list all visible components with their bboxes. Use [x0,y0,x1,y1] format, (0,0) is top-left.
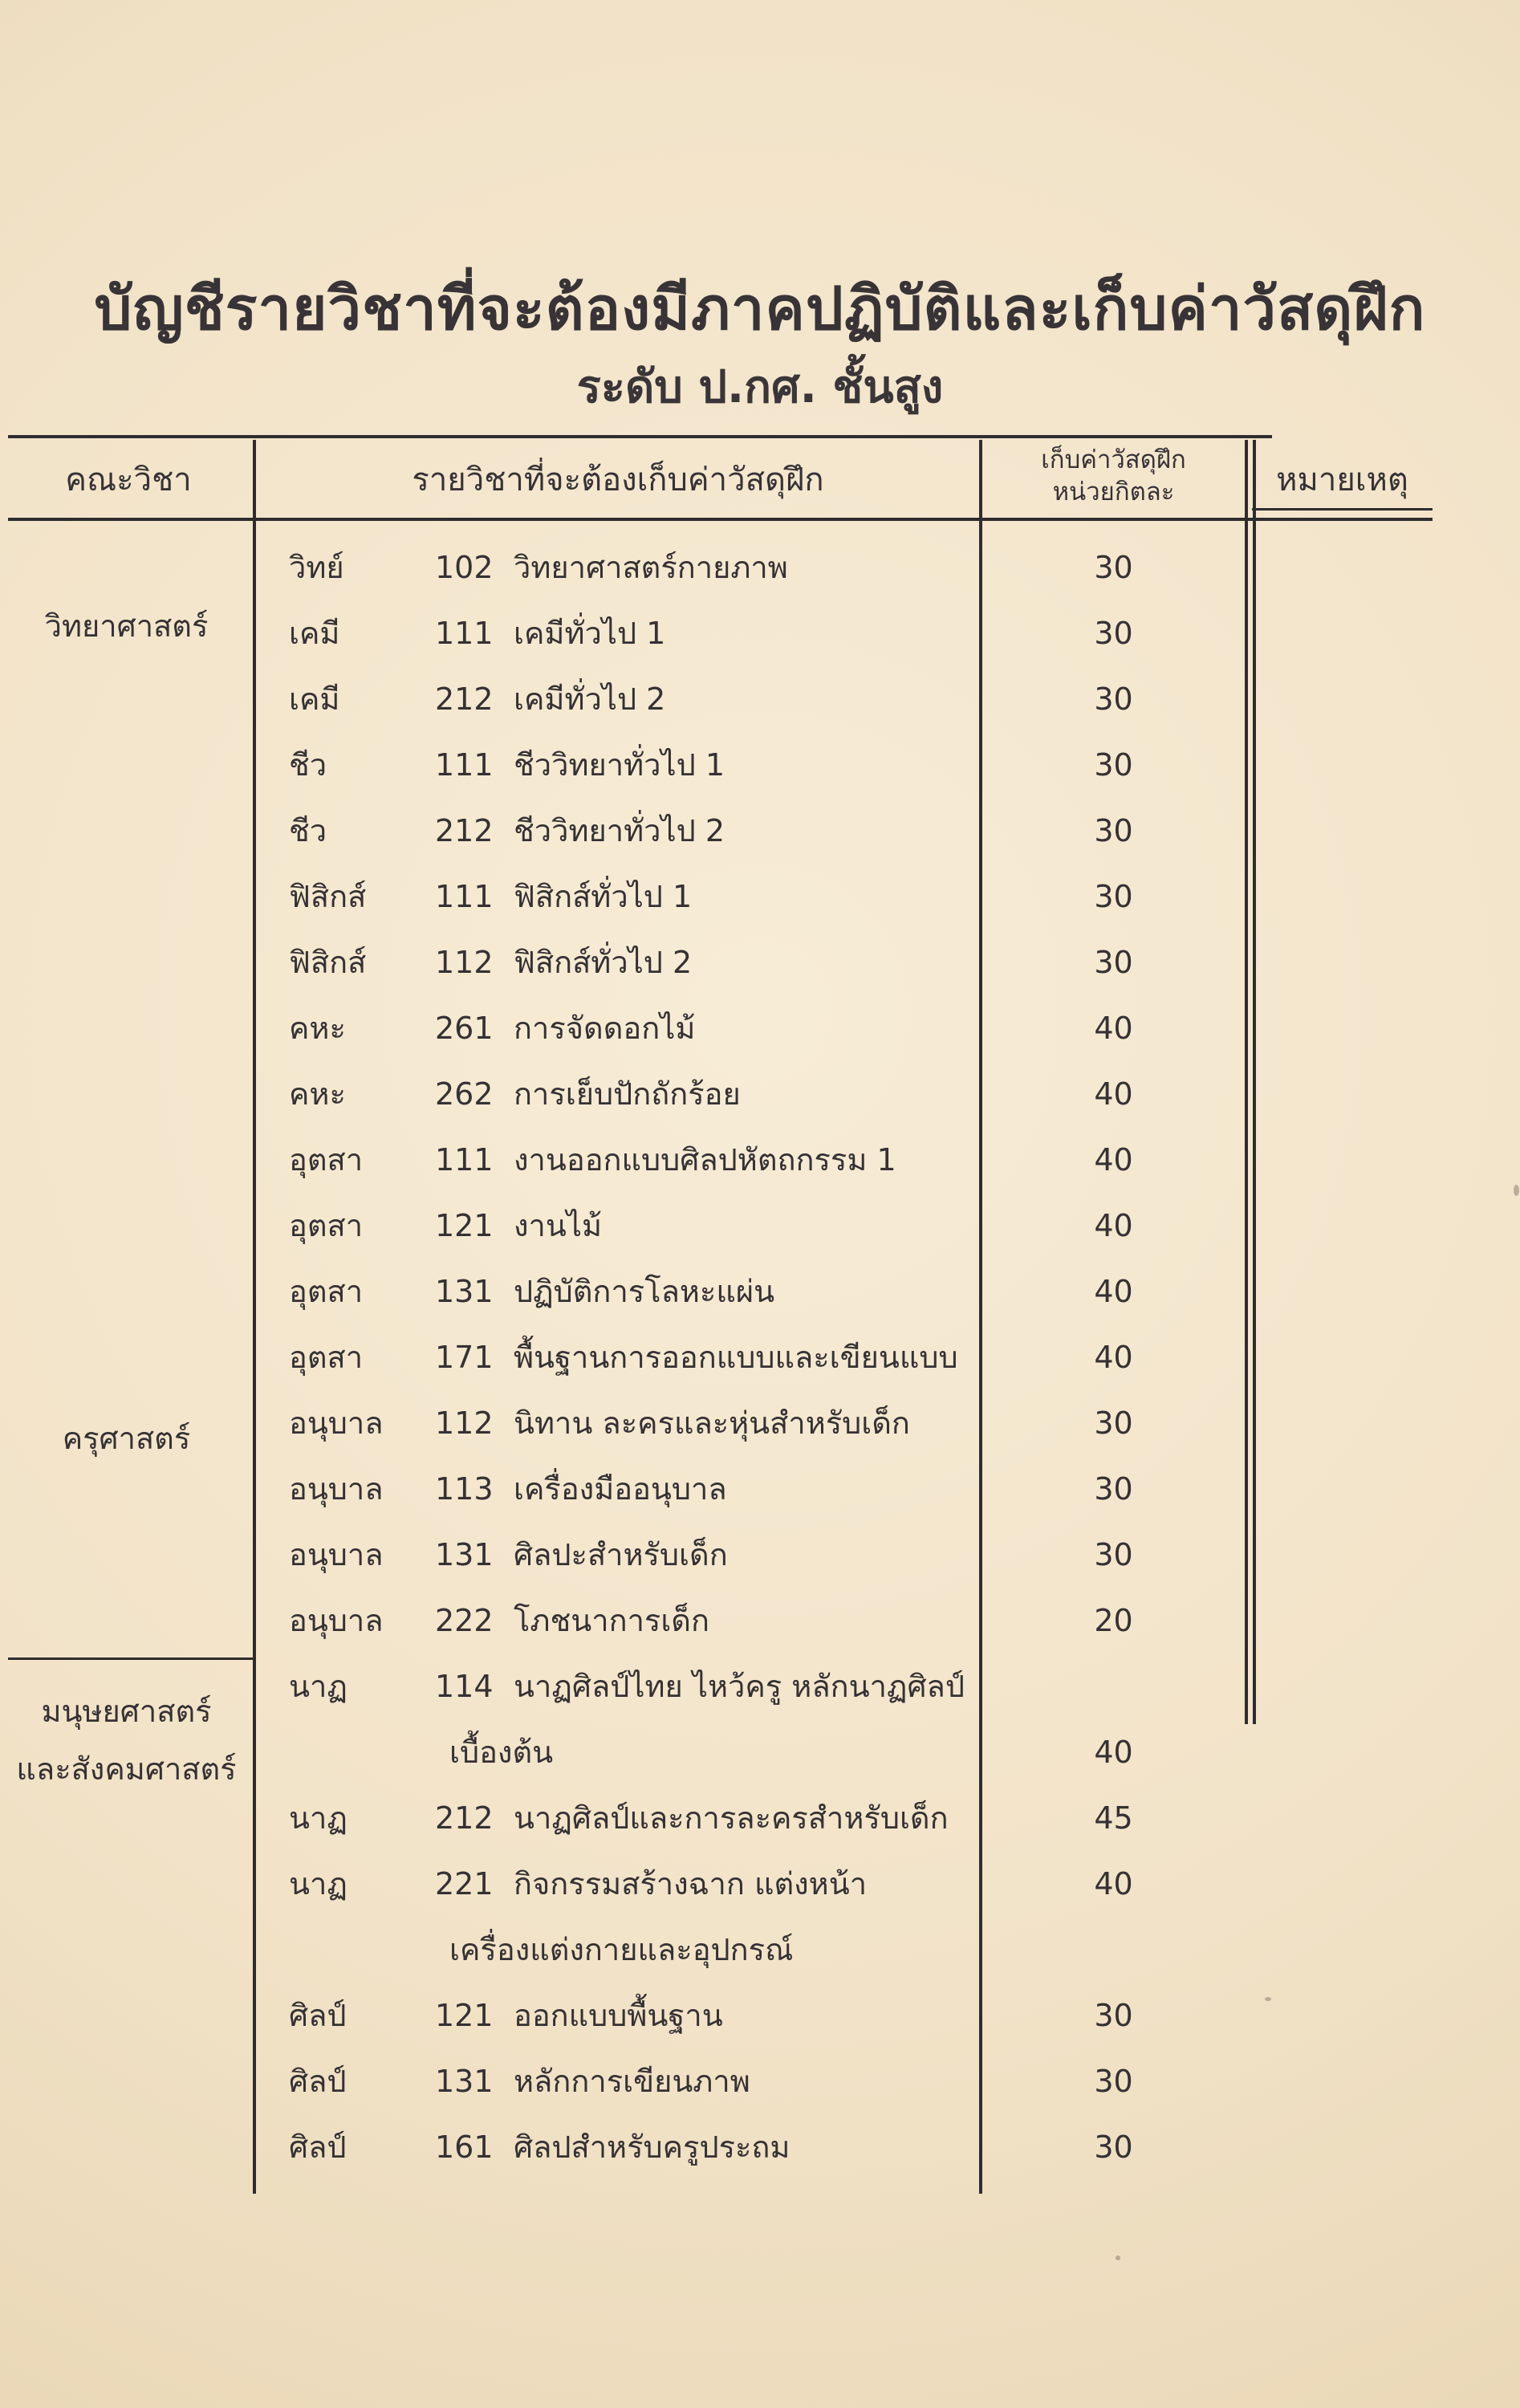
fee-value: 20 [1094,1603,1133,1638]
course-number: 161 [435,2129,494,2165]
course-code: อนุบาล [289,1603,384,1638]
course-entry [289,1658,979,1714]
fee-value: 30 [1094,616,1133,651]
table-row [0,1132,1520,1198]
fee-value: 30 [1094,1537,1133,1572]
course-code: วิทย์ [289,550,344,585]
course-number: 222 [435,1603,494,1638]
course-name: นาฏศิลป์ไทย ไหว้ครู หลักนาฏศิลป์ [514,1669,965,1704]
course-code: อนุบาล [289,1537,384,1572]
course-entry [289,1592,979,1649]
course-code: คหะ [289,1011,346,1046]
fee-value: 30 [1094,879,1133,914]
header-bottom-rule [8,518,1433,521]
course-name: ฟิสิกส์ทั่วไป 1 [514,879,693,914]
table-row [0,1329,1520,1395]
course-code: นาฏ [289,1800,347,1836]
faculty-column-header [8,443,249,517]
course-number: 121 [435,1998,494,2033]
course-name: งานออกแบบศิลปหัตถกรรม 1 [514,1142,896,1178]
course-name: ออกแบบพื้นฐาน [514,1998,723,2033]
remarks-column-header-text: หมายเหตุ [1276,462,1408,498]
fee-value: 30 [1094,2129,1133,2165]
table-row [0,605,1520,671]
course-name: ชีววิทยาทั่วไป 2 [514,813,725,848]
table-row [0,1198,1520,1263]
course-entry [289,868,979,925]
scan-speck [1116,2255,1120,2260]
course-name: ชีววิทยาทั่วไป 1 [514,747,725,783]
course-code: ฟิสิกส์ [289,879,367,914]
fee-value: 30 [1094,2064,1133,2099]
course-number: 131 [435,1274,494,1309]
course-name: กิจกรรมสร้างฉาก แต่งหน้า [514,1866,868,1902]
course-entry [289,1856,979,1912]
fee-value: 30 [1094,747,1133,783]
course-number: 221 [435,1866,494,1902]
course-number: 111 [435,1142,494,1178]
course-entry [289,539,979,596]
table-row [0,1856,1520,1987]
course-entry [289,1263,979,1320]
fee-value: 40 [1094,1076,1133,1112]
course-code: คหะ [289,1076,346,1112]
table-row [0,1658,1520,1790]
course-name: การเย็บปักถักร้อย [514,1076,741,1112]
course-name: ศิลปะสำหรับเด็ก [514,1537,728,1572]
scan-speck [1265,1997,1271,2001]
course-name: เคมีทั่วไป 1 [514,616,666,651]
course-code: ศิลป์ [289,1998,347,2033]
fee-value: 40 [1094,1735,1133,1770]
course-name: นาฏศิลป์และการละครสำหรับเด็ก [514,1800,949,1836]
course-entry [289,1198,979,1254]
course-entry [289,934,979,990]
course-number: 212 [435,681,494,717]
course-number: 111 [435,616,494,651]
fee-value: 30 [1094,945,1133,980]
fee-value: 40 [1094,1011,1133,1046]
fee-value: 30 [1094,681,1133,717]
course-code: อนุบาล [289,1405,384,1441]
course-number: 112 [435,945,494,980]
course-entry [289,1395,979,1451]
course-name: งานไม้ [514,1208,603,1243]
course-name: ปฏิบัติการโลหะแผ่น [514,1274,775,1309]
course-name: ฟิสิกส์ทั่วไป 2 [514,945,693,980]
fee-value: 30 [1094,550,1133,585]
table-row [0,2119,1520,2185]
course-entry [289,605,979,661]
course-name: เคมีทั่วไป 2 [514,681,666,717]
course-column-header-text: รายวิชาที่จะต้องเก็บค่าวัสดุฝึก [412,462,824,498]
course-entry [289,1527,979,1583]
table-row [0,803,1520,868]
course-name: หลักการเขียนภาพ [514,2064,750,2099]
table-row [0,1263,1520,1329]
course-code: ศิลป์ [289,2064,347,2099]
fee-value: 30 [1094,1998,1133,2033]
table-row [0,1987,1520,2053]
fee-value: 40 [1094,1274,1133,1309]
table-row [0,539,1520,605]
faculty-separator-lower [8,1658,253,1660]
course-number: 171 [435,1340,494,1375]
course-entry [289,1987,979,2044]
course-code: เคมี [289,616,340,651]
course-number: 131 [435,1537,494,1572]
fee-value: 40 [1094,1142,1133,1178]
course-code: ชีว [289,747,327,783]
course-entry [289,1461,979,1517]
course-code: นาฏ [289,1866,347,1902]
course-code: อุตสา [289,1142,364,1178]
course-name: นิทาน ละครและหุ่นสำหรับเด็ก [514,1405,910,1441]
course-name: การจัดดอกไม้ [514,1011,696,1046]
course-entry [289,1329,979,1385]
course-code: อุตสา [289,1274,364,1309]
fee-column-header [983,433,1244,518]
course-number: 102 [435,550,494,585]
course-number: 111 [435,747,494,783]
course-code: ฟิสิกส์ [289,945,367,980]
document-subtitle: ระดับ ป.กศ. ชั้นสูง [576,361,944,413]
course-entry [289,1790,979,1846]
fee-value: 40 [1094,1866,1133,1902]
faculty-label-education: ครุศาสตร์ [62,1421,191,1456]
course-number: 262 [435,1076,494,1112]
course-entry [289,1000,979,1056]
course-entry [289,1066,979,1122]
fee-column-header-line-1: เก็บค่าวัสดุฝึก [1041,445,1186,474]
table-row [0,1461,1520,1527]
course-code: ชีว [289,813,327,848]
course-entry [289,1132,979,1188]
remarks-column-header [1256,443,1429,517]
course-column-header [265,443,971,517]
course-number: 261 [435,1011,494,1046]
fee-value: 40 [1094,1208,1133,1243]
course-entry [289,803,979,859]
fee-value: 30 [1094,1471,1133,1507]
course-entry [289,737,979,793]
course-number: 131 [435,2064,494,2099]
fee-value: 45 [1094,1800,1133,1836]
course-code: เคมี [289,681,340,717]
table-row [0,868,1520,934]
fee-value: 30 [1094,813,1133,848]
course-entry [289,671,979,727]
course-name: เครื่องมืออนุบาล [514,1471,727,1507]
table-row [0,1000,1520,1066]
fee-column-header-line-2: หน่วยกิตละ [1052,477,1175,506]
table-row [0,1527,1520,1592]
course-code: นาฏ [289,1669,347,1704]
table-row [0,1395,1520,1461]
course-number: 212 [435,813,494,848]
faculty-column-header-text: คณะวิชา [65,462,192,498]
practice-fee-table [0,539,1520,2193]
document-title: บัญชีรายวิชาที่จะต้องมีภาคปฏิบัติและเก็บค่าวัสดุฝึก [94,275,1426,344]
course-entry [289,2053,979,2109]
table-row [0,934,1520,1000]
course-code: อุตสา [289,1340,364,1375]
fee-value: 40 [1094,1340,1133,1375]
course-number: 212 [435,1800,494,1836]
faculty-label-humanities: มนุษยศาสตร์ [41,1694,212,1729]
course-name-continuation: เครื่องแต่งกายและอุปกรณ์ [449,1932,794,1967]
table-row [0,1592,1520,1658]
course-code: อนุบาล [289,1471,384,1507]
course-code: อุตสา [289,1208,364,1243]
course-number: 113 [435,1471,494,1507]
table-row [0,1790,1520,1856]
course-name-continuation: เบื้องต้น [449,1735,554,1770]
course-number: 114 [435,1669,494,1704]
faculty-label-science: วิทยาศาสตร์ [44,608,209,644]
table-row [0,671,1520,737]
scan-speck [1514,1185,1519,1196]
table-row [0,2053,1520,2119]
table-row [0,737,1520,803]
course-entry [289,2119,979,2175]
course-name: พื้นฐานการออกแบบและเขียนแบบ [514,1340,958,1375]
course-number: 111 [435,879,494,914]
course-name: ศิลปสำหรับครูประถม [514,2129,790,2165]
course-name: วิทยาศาสตร์กายภาพ [514,550,788,585]
fee-value: 30 [1094,1405,1133,1441]
course-number: 112 [435,1405,494,1441]
course-number: 121 [435,1208,494,1243]
course-code: ศิลป์ [289,2129,347,2165]
faculty-label-social-sciences: และสังคมศาสตร์ [16,1751,237,1787]
table-row [0,1066,1520,1132]
course-name: โภชนาการเด็ก [514,1603,709,1638]
